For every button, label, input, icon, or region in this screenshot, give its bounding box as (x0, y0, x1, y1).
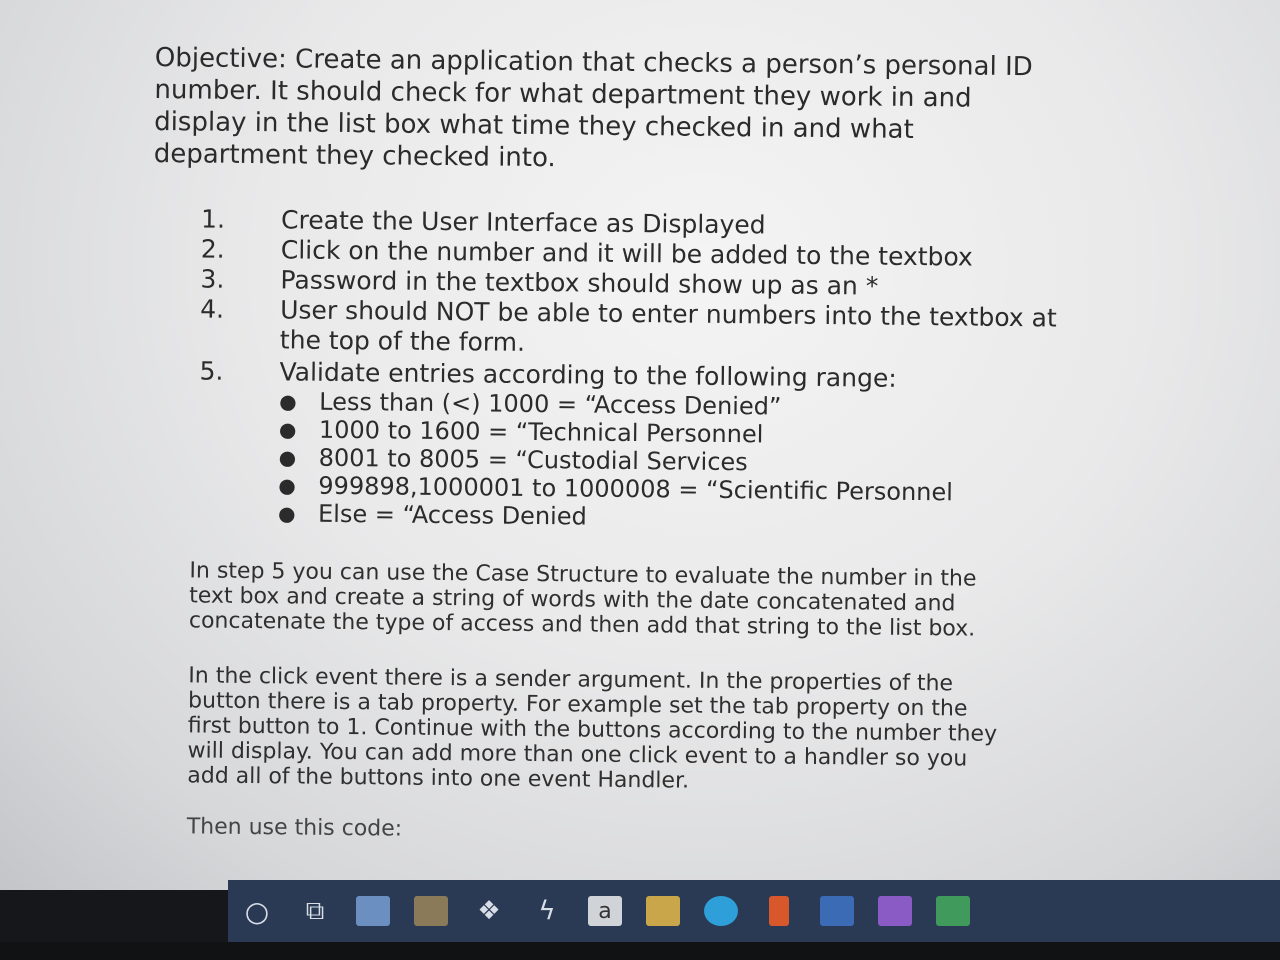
bullet-icon: ● (278, 417, 297, 442)
office-icon[interactable] (753, 885, 805, 937)
edge-tile (704, 896, 738, 926)
step-number: 5. (199, 356, 224, 386)
visual-studio-tile (878, 896, 912, 926)
word-icon[interactable] (811, 885, 863, 937)
steps-list (151, 204, 1073, 396)
step-number: 3. (200, 264, 225, 294)
list-item (152, 294, 1073, 364)
case-structure-paragraph: In step 5 you can use the Case Structure to evaluate the number in the text box and create a string of words with the date concatenated and concatenate the type of access and then add that string to the list box. (188, 558, 977, 642)
range-text: Else = “Access Denied (317, 499, 587, 531)
range-text: 1000 to 1600 = “Technical Personnel (318, 415, 764, 449)
store-tile (414, 896, 448, 926)
step-number: 1. (200, 204, 226, 234)
monitor-bezel-bottom (0, 942, 1280, 960)
objective-paragraph: Objective: Create an application that checks a person’s personal ID number. It should check for what department they work in and display in the list box what time they checked in and what department they checked into. (153, 42, 1033, 174)
amazon-icon[interactable] (579, 885, 631, 937)
word-tile (820, 896, 854, 926)
step-text: Create the User Interface as Displayed (280, 205, 766, 240)
app-icon[interactable] (927, 885, 979, 937)
range-list (278, 387, 1071, 535)
range-text: 999898,1000001 to 1000008 = “Scientific Personnel (318, 471, 954, 507)
store-icon[interactable] (405, 885, 457, 937)
office-tile (769, 896, 789, 926)
lightning-icon[interactable]: ϟ (538, 896, 556, 926)
step-text: Password in the textbox should show up as an * (280, 265, 879, 301)
document-page (147, 42, 1075, 849)
dropbox-icon[interactable]: ❖ (477, 896, 501, 926)
task-view-icon[interactable]: ⧉ (305, 895, 325, 926)
bullet-icon: ● (278, 445, 297, 470)
mail-tile (356, 896, 390, 926)
start-icon[interactable]: ○ (244, 894, 270, 928)
step-number: 2. (200, 234, 225, 264)
edge-icon[interactable] (695, 885, 747, 937)
step-text: User should NOT be able to enter numbers into the textbox at the top of the form. (279, 295, 1057, 357)
taskbar (228, 880, 1280, 942)
step-text: Click on the number and it will be added to the textbox (280, 235, 973, 272)
folder-tile (646, 896, 680, 926)
code-intro-text: Then use this code: (186, 814, 403, 842)
app-tile (936, 896, 970, 926)
amazon-tile: a (588, 896, 622, 926)
step-number: 4. (200, 294, 225, 324)
folder-icon[interactable] (637, 885, 689, 937)
bullet-icon: ● (279, 389, 297, 414)
step-text: Validate entries according to the following range: (279, 357, 897, 393)
visual-studio-icon[interactable] (869, 885, 921, 937)
bullet-icon: ● (277, 501, 296, 526)
range-text: 8001 to 8005 = “Custodial Services (318, 443, 748, 477)
bullet-icon: ● (278, 473, 296, 498)
mail-icon[interactable] (347, 885, 399, 937)
click-event-paragraph: In the click event there is a sender argument. In the properties of the button there is a tab property. For example set the tab property on the first button to 1. Continue with the buttons according to the number they will display. You can add more than one click event to a handler so you add all of the buttons into one event Handler. (187, 663, 998, 794)
range-text: Less than (<) 1000 = “Access Denied” (319, 387, 782, 421)
